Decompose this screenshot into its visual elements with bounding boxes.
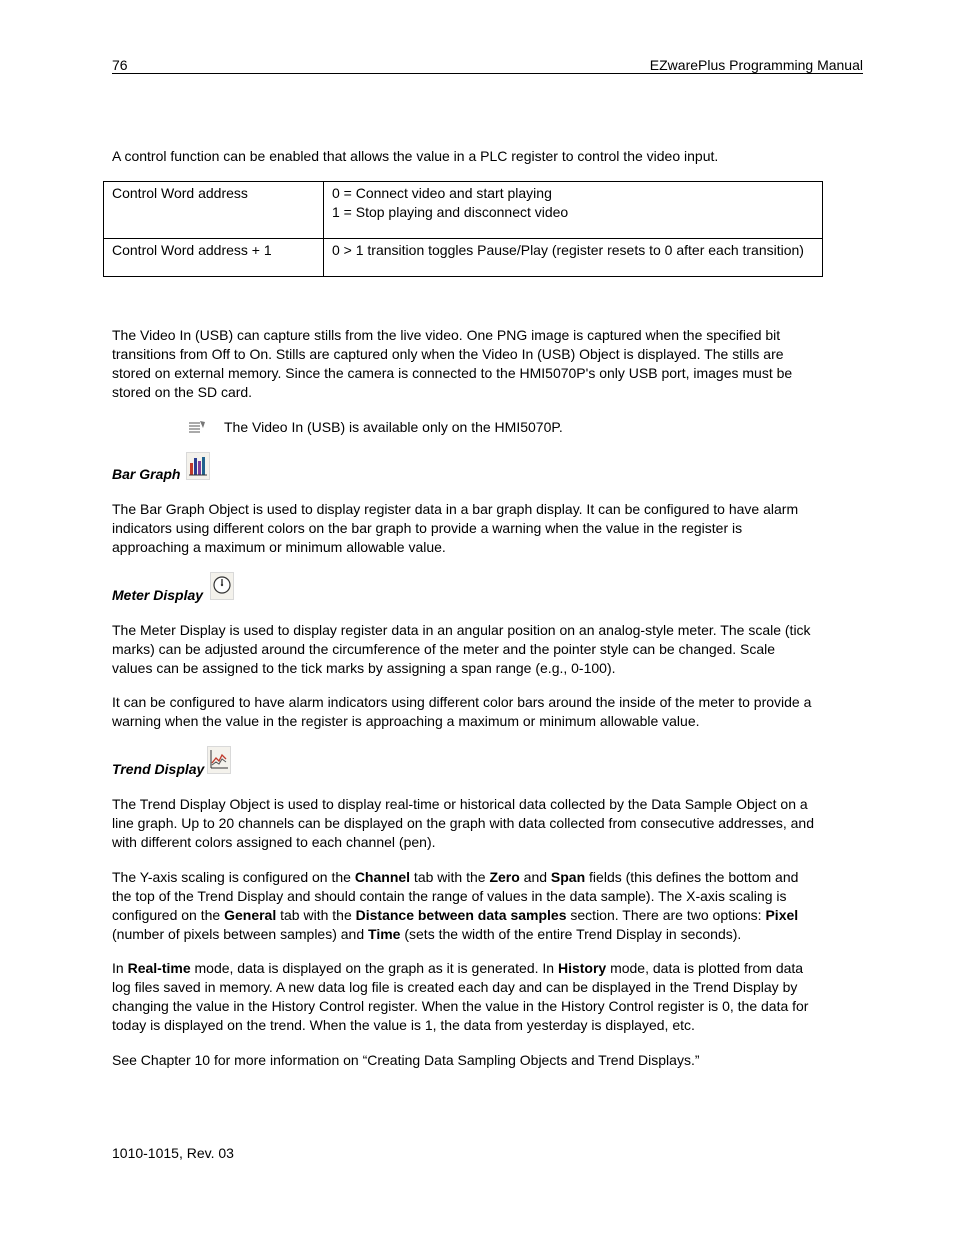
table-cell-line: 0 = Connect video and start playing <box>332 185 552 201</box>
note-icon <box>188 420 206 439</box>
text-run: (number of pixels between samples) and <box>112 926 369 942</box>
stills-paragraph: The Video In (USB) can capture stills from the live video. One PNG image is captured when the specified bit transitions from Off to On. Stills are captured only when the Video In (USB) Object is displayed. The stills are stored on external memory. Since the camera is connected to the HMI5070P's only USB port, images must be stored on the SD card. <box>112 327 793 400</box>
text-run: (sets the width of the entire Trend Display in seconds). <box>400 926 742 942</box>
table-cell-label: Control Word address + 1 <box>104 239 324 277</box>
table-cell-description <box>324 239 823 277</box>
table-cell-label: Control Word address <box>104 182 324 239</box>
trend-description-2 <box>112 868 812 944</box>
bold-term: Pixel <box>765 907 799 923</box>
text-run: mode, data is displayed on the graph as it is generated. In <box>190 960 558 976</box>
bold-term: History <box>557 960 607 976</box>
bold-term: Distance between data samples <box>355 907 567 923</box>
meter-description-2: It can be configured to have alarm indicators using different color bars around the inside of the meter to provide a warning when the value in the register is approaching a maximum or minimum allowable value. <box>112 694 812 729</box>
table-row <box>104 239 823 277</box>
bold-term: Span <box>550 869 586 885</box>
footer-doc-number: 1010-1015, Rev. 03 <box>112 1145 234 1161</box>
text-run: In <box>112 960 128 976</box>
meter-display-heading: Meter Display <box>112 587 204 603</box>
table-cell-line: 0 > 1 transition toggles Pause/Play (register resets to 0 after each transition) <box>332 242 804 258</box>
trend-display-heading: Trend Display <box>112 761 205 777</box>
text-run: mode, data is plotted from data log files saved in memory. A new data log file is created each day and can be displayed in the Trend Display by changing the value in the History Control register. When the value in the History Control register is 0, the data for today is displayed on the trend. When the value is 1, the data from yesterday is displayed, etc. <box>112 960 809 1033</box>
table-cell-description <box>324 182 823 239</box>
page-number: 76 <box>112 57 128 73</box>
trend-description-4: See Chapter 10 for more information on “Creating Data Sampling Objects and Trend Displays.” <box>112 1052 700 1068</box>
manual-title: EZwarePlus Programming Manual <box>649 57 863 73</box>
bold-term: Time <box>368 926 401 942</box>
control-word-table <box>103 181 823 277</box>
table-cell-line: 1 = Stop playing and disconnect video <box>332 204 569 220</box>
trend-icon <box>207 746 231 774</box>
trend-description-3 <box>112 959 812 1035</box>
text-run: tab with the <box>410 869 490 885</box>
text-run: fields (this defines the bottom and the top of the Trend Display and should contain the range of values in the data sample). The X-axis scaling is configured on the <box>112 869 799 923</box>
intro-paragraph: A control function can be enabled that allows the value in a PLC register to control the video input. <box>112 148 719 164</box>
trend-description-1: The Trend Display Object is used to display real-time or historical data collected by the Data Sample Object on a line graph. Up to 20 channels can be displayed on the graph with data collected from consecutive addresses, and with different colors assigned to each channel (pen). <box>112 796 814 850</box>
meter-icon <box>210 572 234 600</box>
text-run: The Y-axis scaling is configured on the <box>112 869 355 885</box>
text-run: tab with the <box>276 907 356 923</box>
meter-description-1: The Meter Display is used to display register data in an angular position on an analog-style meter. The scale (tick marks) can be adjusted around the circumference of the meter and the pointer style can be changed. Scale values can be assigned to the tick marks by assigning a span range (e.g., 0-100). <box>112 622 811 676</box>
bar-graph-heading: Bar Graph <box>112 466 181 482</box>
text-run: section. There are two options: <box>566 907 766 923</box>
bar-graph-description: The Bar Graph Object is used to display register data in a bar graph display. It can be configured to have alarm indicators using different colors on the bar graph to provide a warning when the value in the register is approaching a maximum or minimum allowable value. <box>112 501 799 555</box>
bar-graph-icon <box>186 452 210 480</box>
bold-term: Zero <box>489 869 520 885</box>
header-divider <box>112 73 863 74</box>
bold-term: Real-time <box>127 960 191 976</box>
text-run: and <box>519 869 551 885</box>
table-row <box>104 182 823 239</box>
bold-term: General <box>224 907 277 923</box>
note-text: The Video In (USB) is available only on the HMI5070P. <box>224 419 563 435</box>
bold-term: Channel <box>354 869 411 885</box>
